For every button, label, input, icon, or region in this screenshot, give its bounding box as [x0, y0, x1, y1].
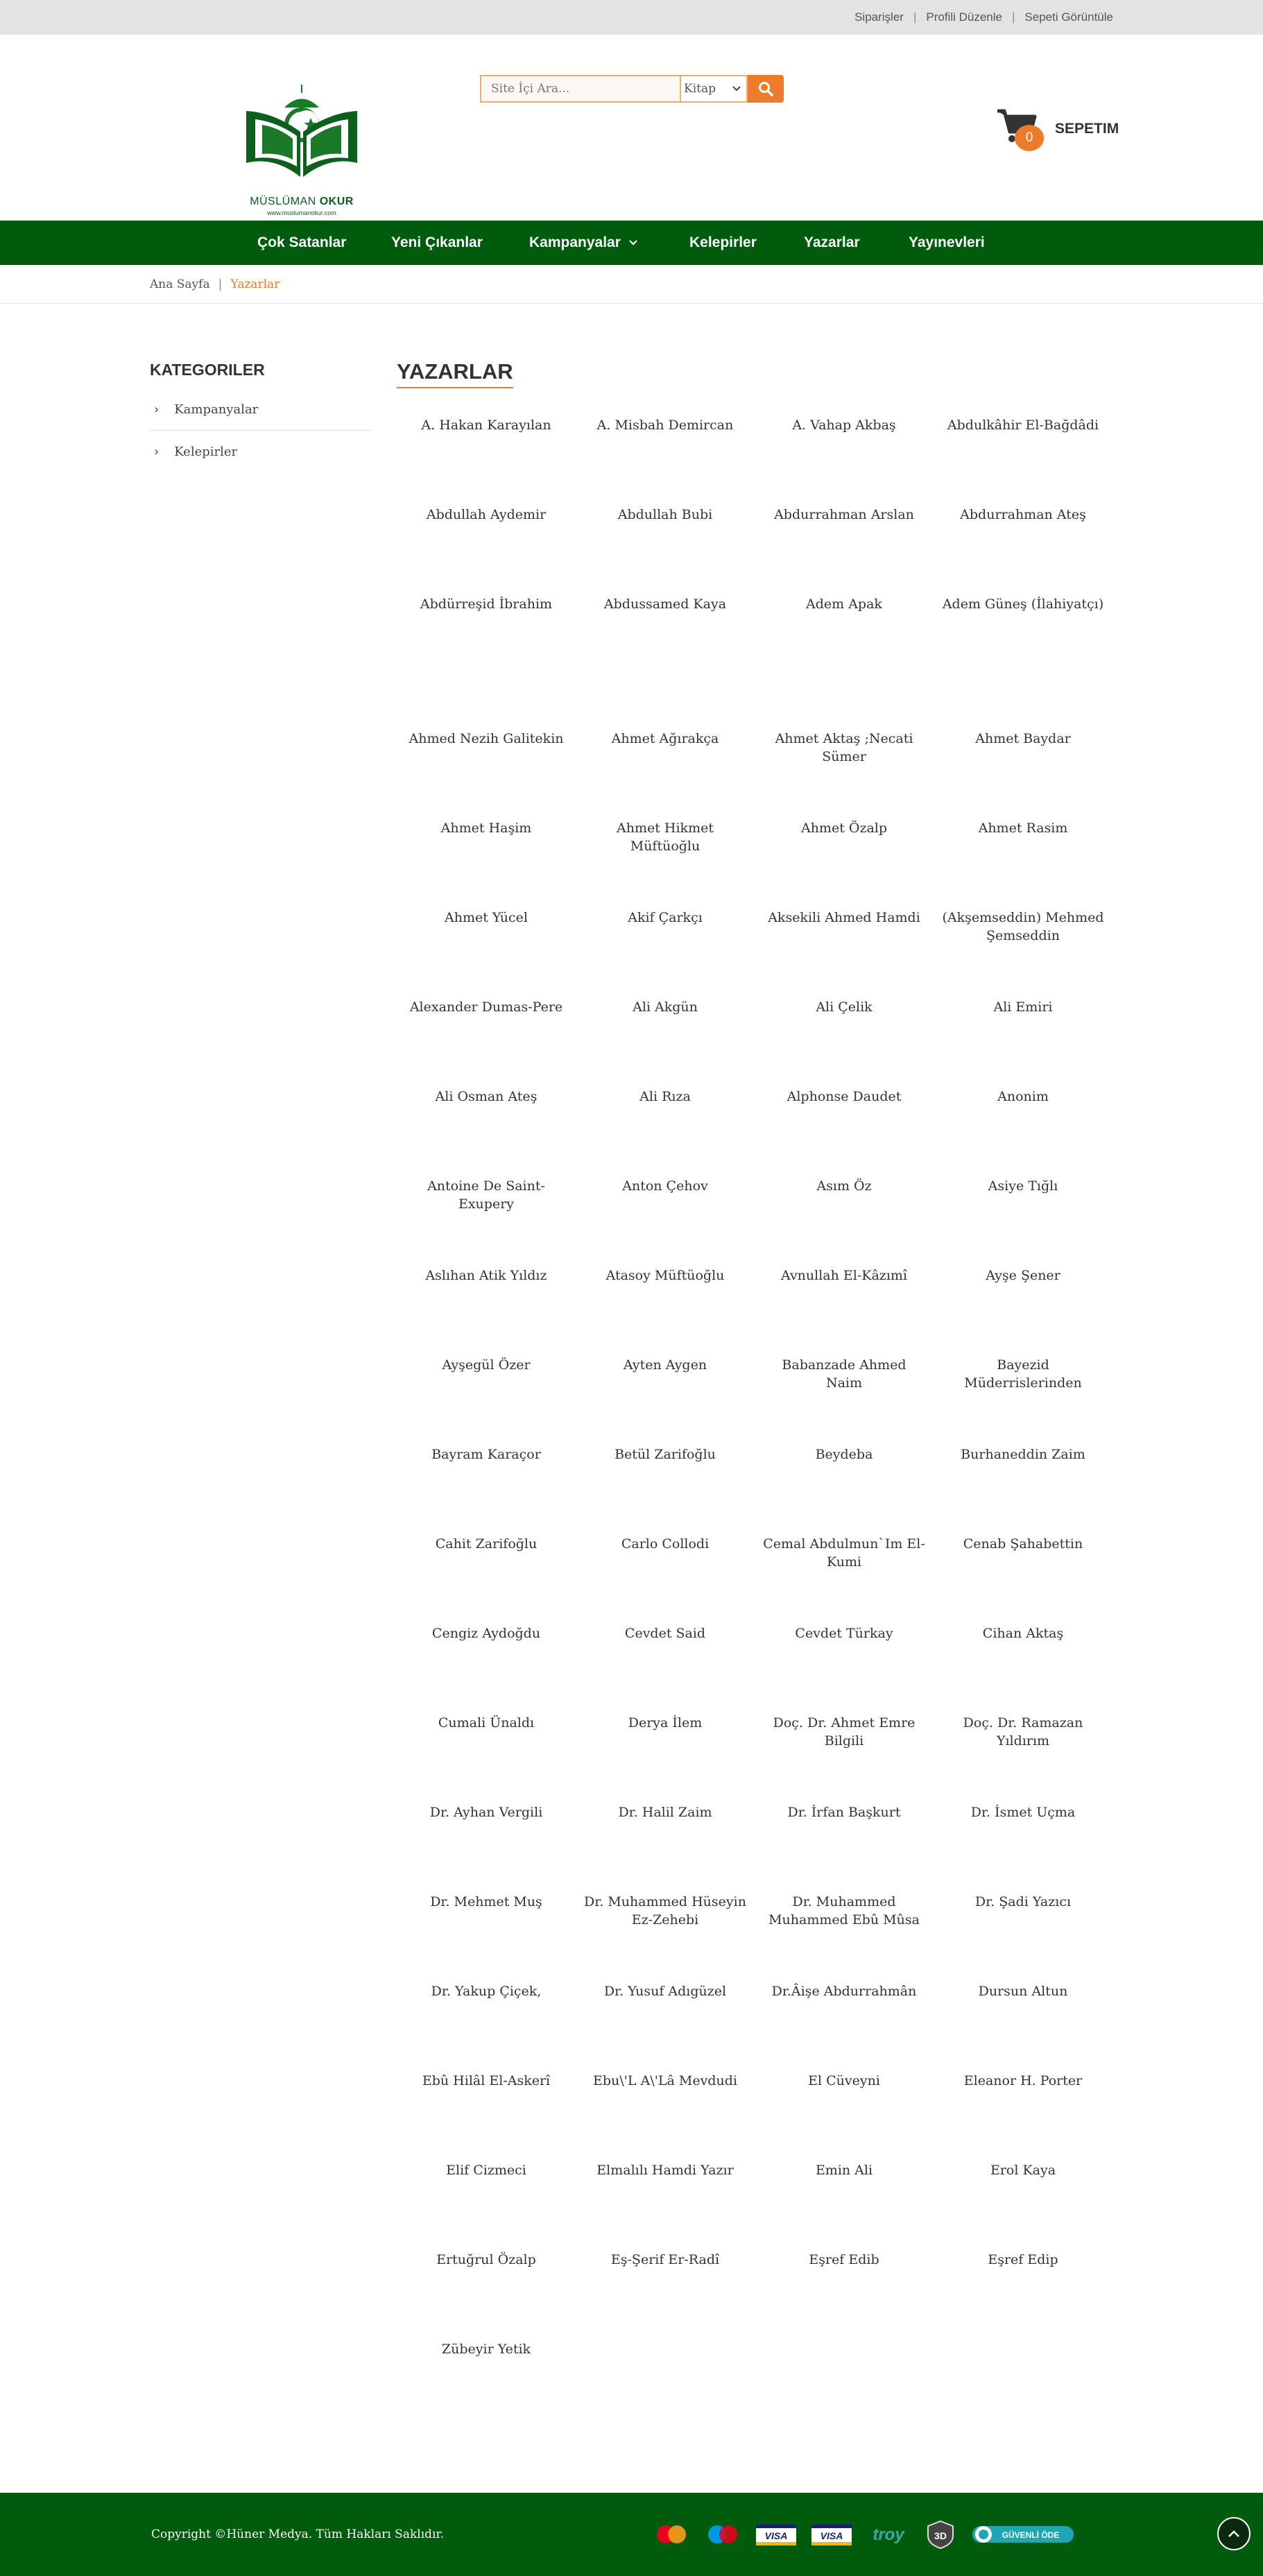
author-link[interactable]: Dr. Muhammed Muhammed Ebû Mûsa — [768, 1894, 920, 1927]
author-link[interactable]: Eşref Edib — [809, 2252, 879, 2267]
author-link[interactable]: Abdulkâhir El-Bağdâdi — [947, 418, 1099, 433]
author-link[interactable]: Aslıhan Atik Yıldız — [425, 1268, 547, 1283]
author-link[interactable]: Dr. İsmet Uçma — [970, 1805, 1076, 1820]
author-link[interactable]: Dr. Ayhan Vergili — [429, 1805, 543, 1820]
chevron-right-icon: › — [154, 444, 160, 459]
author-link[interactable]: Alexander Dumas-Pere — [409, 999, 563, 1015]
search-bar — [480, 75, 784, 103]
author-link[interactable]: Anton Çehov — [622, 1178, 708, 1194]
nav-item-publishers[interactable]: Yayınevleri — [909, 234, 985, 250]
breadcrumb — [0, 265, 1263, 304]
footer — [0, 2493, 1263, 2576]
category-list — [150, 389, 372, 472]
search-category-select[interactable] — [680, 75, 748, 103]
author-link[interactable]: Adem Güneş (İlahiyatçı) — [942, 596, 1104, 612]
logo-url: www.muslumanokur.com — [267, 209, 336, 216]
page-title: YAZARLAR — [397, 359, 513, 388]
edit-profile-link[interactable]: Profili Düzenle — [926, 10, 1002, 24]
3d-text: 3D — [934, 2530, 947, 2541]
maestro-logo — [703, 2521, 742, 2548]
author-link[interactable]: Burhaneddin Zaim — [961, 1447, 1085, 1462]
author-link[interactable]: El Cüveyni — [808, 2073, 880, 2088]
view-cart-link[interactable]: Sepeti Görüntüle — [1024, 10, 1113, 24]
author-link[interactable]: Abdullah Aydemir — [426, 507, 547, 522]
author-link[interactable]: Dr. Halil Zaim — [618, 1805, 712, 1820]
troy-text: troy — [873, 2525, 904, 2544]
author-link[interactable]: Ertuğrul Özalp — [436, 2252, 536, 2267]
author-link[interactable]: Dr. Muhammed Hüseyin Ez-Zehebi — [584, 1894, 746, 1927]
nav-item-new-releases[interactable]: Yeni Çıkanlar — [391, 234, 483, 250]
category-label: Kelepirler — [174, 444, 238, 459]
author-link[interactable]: Akif Çarkçı — [628, 910, 703, 925]
author-link[interactable]: Ali Akgün — [633, 999, 698, 1015]
author-link[interactable]: Cengiz Aydoğdu — [431, 1626, 541, 1641]
author-link[interactable]: Bayezid Müderrislerinden — [964, 1357, 1082, 1391]
troy-logo — [866, 2521, 911, 2548]
author-link[interactable]: A. Misbah Demircan — [596, 418, 734, 433]
author-link[interactable]: Dr. Yusuf Adıgüzel — [603, 1984, 727, 1999]
author-link[interactable]: Cahit Zarifoğlu — [435, 1536, 538, 1552]
author-link[interactable]: Ahmet Baydar — [975, 731, 1071, 746]
top-links — [854, 0, 1113, 35]
separator: | — [218, 277, 223, 291]
author-link[interactable]: Carlo Collodi — [621, 1536, 710, 1552]
author-link[interactable]: Dursun Altun — [978, 1984, 1068, 1999]
author-link[interactable]: Abdurrahman Ateş — [960, 507, 1086, 522]
nav-item-authors[interactable]: Yazarlar — [804, 234, 860, 250]
search-input[interactable]: Site İçi Ara... — [480, 75, 680, 103]
author-link[interactable]: Antoine De Saint-Exupery — [427, 1178, 545, 1212]
logo-text-2: OKUR — [319, 196, 354, 207]
visa-text: VISA — [764, 2530, 788, 2541]
cart-count-badge: 0 — [1015, 125, 1044, 151]
author-link[interactable]: Ahmet Haşim — [440, 821, 532, 836]
author-link[interactable]: Elmalılı Hamdi Yazır — [596, 2163, 734, 2178]
author-link[interactable]: Ahmet Yücel — [445, 910, 528, 925]
main-nav — [0, 221, 1263, 265]
search-icon — [758, 81, 773, 96]
author-link[interactable]: Abdullah Bubi — [617, 507, 713, 522]
author-link[interactable]: Ahmet Rasim — [978, 821, 1068, 836]
author-link[interactable]: Eş-Şerif Er-Radî — [610, 2252, 720, 2267]
author-link[interactable]: Derya İlem — [628, 1715, 703, 1731]
author-link[interactable]: Emin Ali — [815, 2163, 873, 2178]
category-sidebar — [150, 361, 372, 472]
author-link[interactable]: A. Hakan Karayılan — [421, 418, 551, 433]
select-value: Kitap — [684, 82, 716, 96]
3d-secure-logo — [924, 2519, 957, 2550]
nav-item-best-sellers[interactable]: Çok Satanlar — [257, 234, 347, 250]
author-link[interactable]: Ayşe Şener — [986, 1268, 1060, 1283]
author-link[interactable]: Aksekili Ahmed Hamdi — [768, 910, 920, 925]
author-link[interactable]: Betül Zarifoğlu — [615, 1447, 716, 1462]
author-link[interactable]: Ali Osman Ateş — [435, 1089, 538, 1104]
author-link[interactable]: Ahmet Hikmet Müftüoğlu — [617, 821, 714, 854]
author-link[interactable]: Atasoy Müftüoğlu — [605, 1268, 725, 1283]
copyright-text: Copyright ©Hüner Medya. Tüm Hakları Saklıdır. — [151, 2527, 445, 2541]
breadcrumb-home[interactable]: Ana Sayfa — [150, 277, 210, 291]
author-link[interactable]: Asım Öz — [816, 1178, 872, 1194]
nav-label: Kampanyalar — [529, 234, 621, 250]
author-link[interactable]: Erol Kaya — [990, 2163, 1056, 2178]
category-item-campaigns[interactable] — [150, 389, 372, 431]
sidebar-title: KATEGORILER — [150, 361, 265, 379]
author-link[interactable]: Cemal Abdulmun`Im El-Kumi — [763, 1536, 925, 1570]
scroll-to-top-button[interactable] — [1217, 2517, 1251, 2550]
nav-item-bargains[interactable]: Kelepirler — [689, 234, 757, 250]
author-link[interactable]: Abdurrahman Arslan — [774, 507, 914, 522]
author-link[interactable]: Eleanor H. Porter — [963, 2073, 1083, 2088]
author-link[interactable]: Anonim — [997, 1089, 1049, 1104]
author-link[interactable]: Elif Cizmeci — [446, 2163, 526, 2178]
author-link[interactable]: Ali Çelik — [816, 999, 873, 1015]
visa-logo — [810, 2521, 853, 2548]
author-link[interactable]: Asiye Tığlı — [988, 1178, 1058, 1194]
author-link[interactable]: A. Vahap Akbaş — [792, 418, 896, 433]
chevron-down-icon — [629, 240, 637, 246]
site-logo[interactable] — [243, 69, 361, 221]
category-item-bargains[interactable] — [150, 431, 372, 472]
author-link[interactable]: Abdürreşid İbrahim — [420, 596, 553, 612]
author-link[interactable]: Ahmet Ağırakça — [611, 731, 719, 746]
search-button[interactable] — [748, 75, 784, 103]
author-link[interactable]: Ali Emiri — [993, 999, 1053, 1015]
header — [0, 35, 1263, 221]
visa-text: VISA — [820, 2530, 843, 2541]
logo-text-1: MÜSLÜMAN — [250, 196, 316, 207]
separator: | — [1011, 10, 1015, 24]
visa-logo — [755, 2521, 798, 2548]
chevron-up-icon — [1228, 2530, 1240, 2538]
author-link[interactable]: Bayram Karaçor — [431, 1447, 541, 1462]
author-link[interactable]: Ayşegül Özer — [442, 1357, 531, 1373]
author-link[interactable]: Dr. Yakup Çiçek, — [431, 1984, 542, 1999]
author-link[interactable]: Alphonse Daudet — [787, 1089, 902, 1104]
chevron-right-icon: › — [154, 402, 160, 417]
author-link[interactable]: Cenab Şahabettin — [963, 1536, 1083, 1552]
author-link[interactable]: Doç. Dr. Ahmet Emre Bilgili — [773, 1715, 916, 1749]
author-link[interactable]: Cevdet Türkay — [795, 1626, 893, 1641]
author-link[interactable]: Cumali Ünaldı — [438, 1715, 535, 1731]
author-link[interactable]: Ebu\'L A\'Lâ Mevdudi — [593, 2073, 737, 2088]
top-bar — [0, 0, 1263, 35]
author-link[interactable]: Adem Apak — [806, 596, 882, 612]
author-link[interactable]: Doç. Dr. Ramazan Yıldırım — [963, 1715, 1083, 1749]
author-link[interactable]: Ahmet Aktaş ;Necati Sümer — [775, 731, 913, 764]
author-link[interactable]: (Akşemseddin) Mehmed Şemseddin — [942, 910, 1104, 943]
author-link[interactable]: Dr. İrfan Başkurt — [787, 1805, 901, 1820]
separator: | — [913, 10, 917, 24]
author-link[interactable]: Dr. Şadi Yazıcı — [974, 1894, 1072, 1909]
author-link[interactable]: Ali Rıza — [639, 1089, 691, 1104]
author-link[interactable]: Babanzade Ahmed Naim — [782, 1357, 907, 1391]
category-label: Kampanyalar — [174, 402, 259, 417]
payment-logos — [652, 2519, 1089, 2550]
guvenli-ode-text: GÜVENLİ ÖDE — [1002, 2530, 1060, 2540]
author-link[interactable]: Eşref Edip — [988, 2252, 1058, 2267]
author-link[interactable]: Cihan Aktaş — [982, 1626, 1064, 1641]
author-link[interactable]: Avnullah El-Kâzımî — [781, 1268, 907, 1283]
guvenli-ode-logo — [970, 2521, 1076, 2548]
author-link[interactable]: Ahmet Özalp — [800, 821, 888, 836]
author-link[interactable]: Cevdet Said — [624, 1626, 706, 1641]
orders-link[interactable]: Siparişler — [854, 10, 904, 24]
author-link[interactable]: Ahmed Nezih Galitekin — [409, 731, 564, 746]
cart-label[interactable]: SEPETIM — [1055, 121, 1119, 137]
chevron-down-icon — [732, 86, 741, 92]
nav-item-campaigns[interactable] — [529, 221, 637, 265]
author-link[interactable]: Dr. Mehmet Muş — [430, 1894, 542, 1909]
author-link[interactable]: Ayten Aygen — [623, 1357, 707, 1373]
breadcrumb-current: Yazarlar — [230, 277, 280, 291]
author-link[interactable]: Zübeyir Yetik — [441, 2342, 531, 2357]
author-link[interactable]: Beydeba — [815, 1447, 873, 1462]
mastercard-logo — [652, 2521, 691, 2548]
author-link[interactable]: Ebû Hilâl El-Askerî — [422, 2073, 551, 2088]
author-link[interactable]: Abdussamed Kaya — [603, 596, 727, 612]
author-link[interactable]: Dr.Âişe Abdurrahmân — [771, 1984, 917, 1999]
